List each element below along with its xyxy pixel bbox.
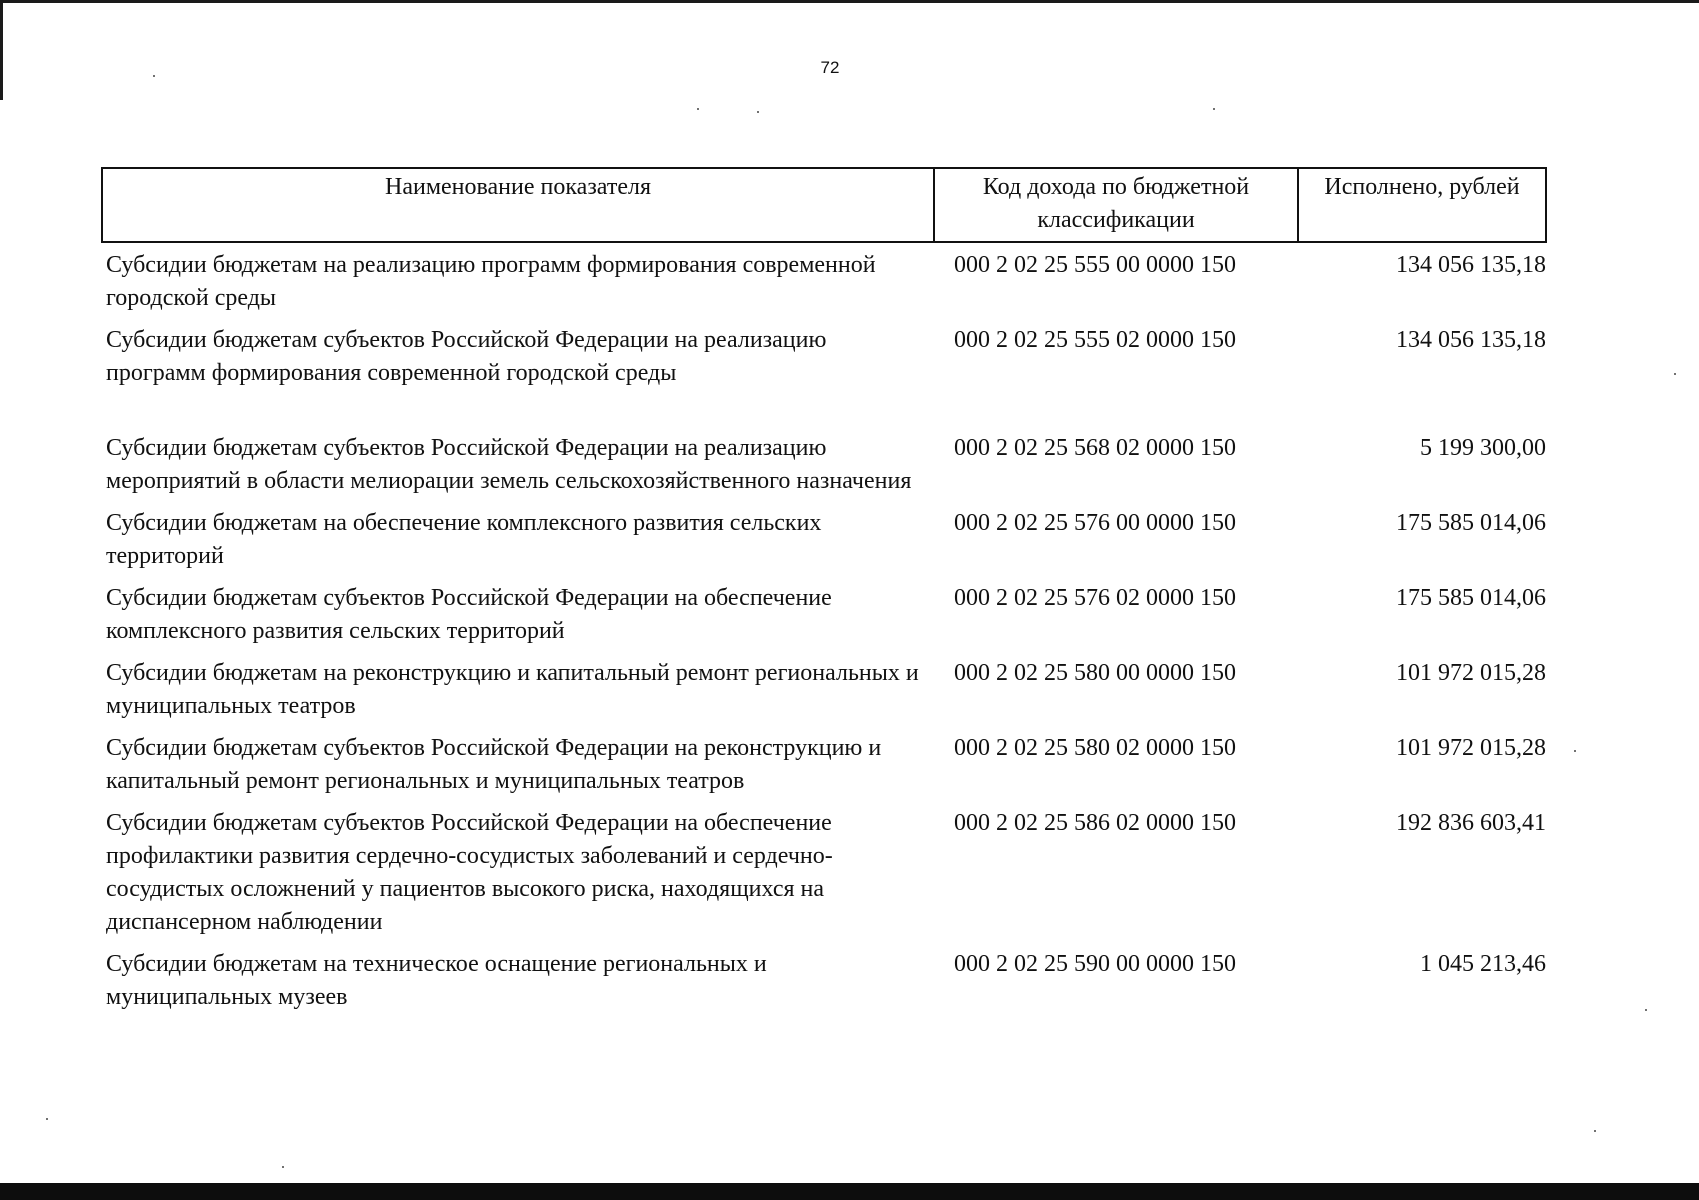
table-header <box>102 168 1546 242</box>
income-code: 000 2 02 25 586 02 0000 150 <box>954 810 1236 836</box>
income-code: 000 2 02 25 580 00 0000 150 <box>954 660 1236 686</box>
scan-speck <box>757 111 759 113</box>
executed-amount: 101 972 015,28 <box>1396 735 1546 761</box>
table-row <box>102 582 1546 657</box>
table-row <box>102 948 1546 1023</box>
page-number: 72 <box>820 58 840 77</box>
indicator-name: Субсидии бюджетам субъектов Российской Федерации на реализацию программ формирования современной городской среды <box>106 327 827 386</box>
scan-border-left <box>0 0 3 100</box>
indicator-name: Субсидии бюджетам субъектов Российской Федерации на обеспечение профилактики развития сердечно-сосудистых заболеваний и сердечно-сосудистых осложнений у пациентов высокого риска, находящихся на диспансерном наблюдении <box>106 810 833 935</box>
table-row <box>102 507 1546 582</box>
indicator-name: Субсидии бюджетам на реконструкцию и капитальный ремонт региональных и муниципальных театров <box>106 660 919 719</box>
scan-border-top <box>0 0 1699 3</box>
table-row <box>102 807 1546 948</box>
table-row <box>102 657 1546 732</box>
executed-amount: 175 585 014,06 <box>1396 510 1546 536</box>
executed-amount: 175 585 014,06 <box>1396 585 1546 611</box>
table-row <box>102 242 1546 324</box>
income-code: 000 2 02 25 555 02 0000 150 <box>954 327 1236 353</box>
indicator-name: Субсидии бюджетам на техническое оснащение региональных и муниципальных музеев <box>106 951 767 1010</box>
indicator-name: Субсидии бюджетам субъектов Российской Федерации на реконструкцию и капитальный ремонт региональных и муниципальных театров <box>106 735 882 794</box>
table-row <box>102 324 1546 432</box>
scan-speck <box>1213 108 1215 110</box>
scan-border-bottom <box>0 1183 1699 1200</box>
table-row <box>102 732 1546 807</box>
income-code: 000 2 02 25 555 00 0000 150 <box>954 252 1236 278</box>
income-code: 000 2 02 25 580 02 0000 150 <box>954 735 1236 761</box>
indicator-name: Субсидии бюджетам на реализацию программ формирования современной городской среды <box>106 252 876 311</box>
indicator-name: Субсидии бюджетам субъектов Российской Федерации на обеспечение комплексного развития сельских территорий <box>106 585 832 644</box>
income-code: 000 2 02 25 568 02 0000 150 <box>954 435 1236 461</box>
header-row <box>102 168 1546 242</box>
scan-speck <box>697 108 699 110</box>
indicator-name: Субсидии бюджетам на обеспечение комплексного развития сельских территорий <box>106 510 822 569</box>
table-body <box>102 242 1546 1023</box>
income-code: 000 2 02 25 576 00 0000 150 <box>954 510 1236 536</box>
budget-table <box>101 167 1547 1023</box>
executed-amount: 134 056 135,18 <box>1396 327 1546 353</box>
executed-amount: 101 972 015,28 <box>1396 660 1546 686</box>
header-indicator-name: Наименование показателя <box>102 168 934 242</box>
scan-speck <box>1594 1130 1596 1132</box>
income-code: 000 2 02 25 590 00 0000 150 <box>954 951 1236 977</box>
scan-speck <box>46 1118 48 1120</box>
indicator-name: Субсидии бюджетам субъектов Российской Федерации на реализацию мероприятий в области мелиорации земель сельскохозяйственного назначения <box>106 435 912 494</box>
income-code: 000 2 02 25 576 02 0000 150 <box>954 585 1236 611</box>
scan-speck <box>282 1166 284 1168</box>
header-executed-amount: Исполнено, рублей <box>1298 168 1546 242</box>
scan-speck <box>1574 750 1576 752</box>
table-row <box>102 432 1546 507</box>
executed-amount: 5 199 300,00 <box>1420 435 1546 461</box>
executed-amount: 1 045 213,46 <box>1420 951 1546 977</box>
header-income-code: Код дохода по бюджетной классификации <box>934 168 1298 242</box>
scan-speck <box>1674 373 1676 375</box>
scan-speck <box>1645 1009 1647 1011</box>
executed-amount: 192 836 603,41 <box>1396 810 1546 836</box>
executed-amount: 134 056 135,18 <box>1396 252 1546 278</box>
